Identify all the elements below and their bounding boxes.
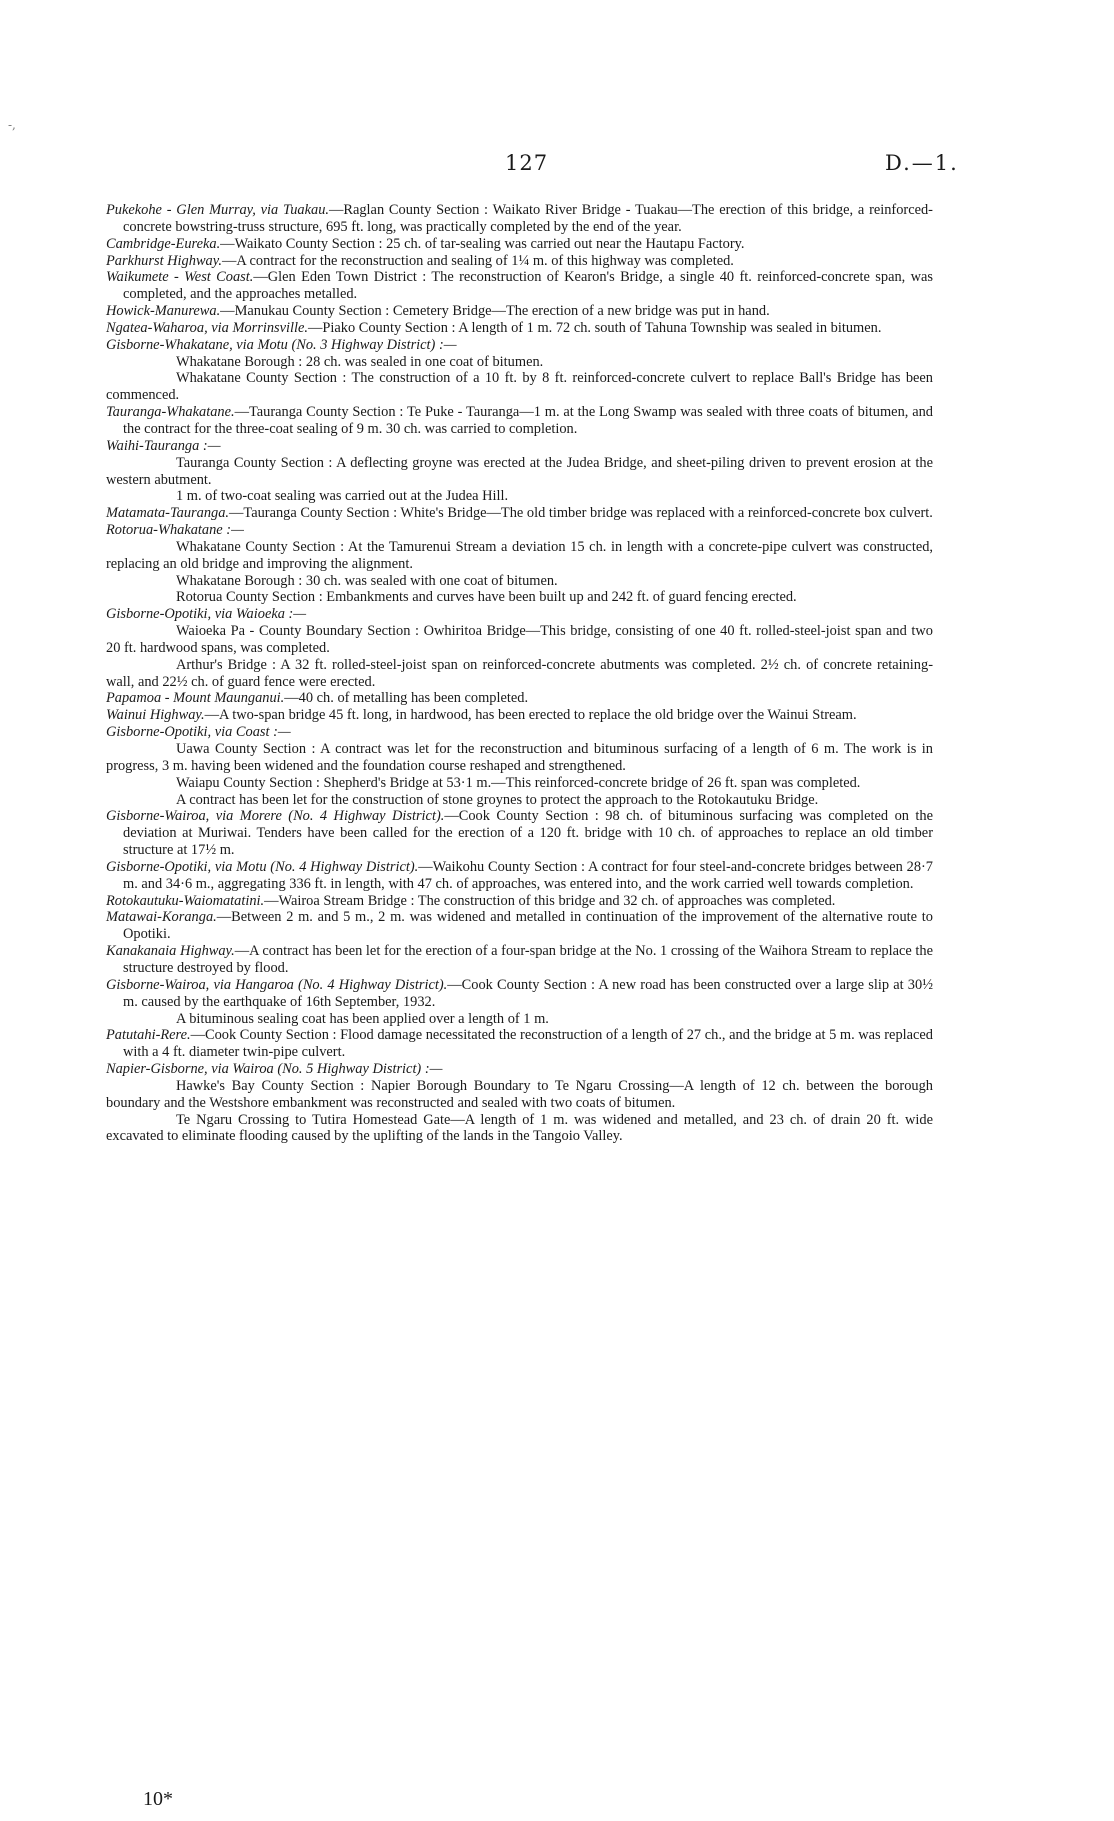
section-line: Whakatane Borough : 30 ch. was sealed with one coat of bitumen. — [176, 572, 558, 589]
entry-cambridge — [106, 236, 933, 253]
section-line: Whakatane County Section : At the Tamurenui Stream a deviation 15 ch. in length with a concrete-pipe culvert was constructed, replacing an old bridge and improving the alignment. — [106, 538, 933, 572]
section-line: A contract has been let for the construction of stone groynes to protect the approach to the Rotokautuku Bridge. — [176, 791, 819, 808]
entry-gisborne-wairoa-hangaroa — [106, 977, 933, 1011]
entry-heading: Rotokautuku-Waiomatatini. — [106, 892, 265, 909]
section-line: Whakatane County Section : The construction of a 10 ft. by 8 ft. reinforced-concrete culvert to replace Ball's Bridge has been commenced. — [106, 370, 933, 404]
entry-matamata — [106, 505, 933, 522]
entry-heading: Pukekohe - Glen Murray, via Tuakau. — [106, 202, 329, 218]
entry-text: —Glen Eden Town District : The reconstruction of Kearon's Bridge, a single 40 ft. reinforced-concrete span, was completed, and the approaches metalled. — [123, 269, 933, 303]
section-heading-rotorua-whakatane: Rotorua-Whakatane :— — [106, 522, 244, 539]
section-line: Waioeka Pa - County Boundary Section : Owhiritoa Bridge—This bridge, consisting of one 40 ft. rolled-steel-joist span and two 20 ft. hardwood spans, was completed. — [106, 623, 933, 656]
entry-kanakanaia — [106, 943, 933, 977]
entry-text: —A two-span bridge 45 ft. long, in hardwood, has been erected to replace the old bridge over the Wainui Stream. — [204, 707, 857, 724]
entry-gisborne-opotiki-motu — [106, 859, 933, 893]
entry-heading: Gisborne-Opotiki, via Motu (No. 4 Highway District). — [106, 858, 419, 875]
entry-patutahi — [106, 1027, 933, 1061]
entry-heading: Cambridge-Eureka. — [106, 235, 221, 252]
signature-mark: 10* — [143, 1788, 173, 1810]
section-line: Tauranga County Section : A deflecting groyne was erected at the Judea Bridge, and sheet-piling driven to prevent erosion at the western abutment. — [106, 454, 933, 488]
entry-text: —A contract for the reconstruction and sealing of 1¼ m. of this highway was completed. — [221, 252, 734, 269]
entry-matawai — [106, 909, 933, 943]
entry-text: —Raglan County Section : Waikato River Bridge - Tuakau—The erection of this bridge, a reinforced-concrete bowstring-truss structure, 695 ft. long, was practically completed by the end of the year. — [123, 202, 933, 235]
section-line: Te Ngaru Crossing to Tutira Homestead Gate—A length of 1 m. was widened and metalled, and 23 ch. of drain 20 ft. wide excavated to eliminate flooding caused by the uplifting of the lands in the Tangoio Valley. — [106, 1111, 933, 1145]
entry-waikumete — [106, 269, 933, 303]
entry-heading: Tauranga-Whakatane. — [106, 404, 235, 421]
entry-heading: Matawai-Koranga. — [106, 909, 217, 926]
entry-howick — [106, 303, 933, 320]
page-number: 127 — [505, 151, 549, 175]
section-heading-gisborne-whakatane: Gisborne-Whakatane, via Motu (No. 3 Highway District) :— — [106, 336, 457, 353]
document-reference: D.—1. — [885, 151, 959, 175]
entry-gisborne-wairoa-morere — [106, 808, 933, 859]
entry-heading: Ngatea-Waharoa, via Morrinsville. — [106, 319, 308, 336]
section-line: 1 m. of two-coat sealing was carried out at the Judea Hill. — [176, 488, 509, 505]
entry-heading: Waikumete - West Coast. — [106, 269, 254, 286]
section-line: A bituminous sealing coat has been applied over a length of 1 m. — [176, 1010, 549, 1027]
entry-text: —Waikato County Section : 25 ch. of tar-sealing was carried out near the Hautapu Factory. — [220, 235, 745, 252]
entry-heading: Parkhurst Highway. — [106, 252, 222, 269]
section-line: Hawke's Bay County Section : Napier Borough Boundary to Te Ngaru Crossing—A length of 12 ch. between the borough boundary and the Westshore embankment was reconstructed and sealed with two coats of bitumen. — [106, 1077, 933, 1111]
entry-heading: Gisborne-Wairoa, via Morere (No. 4 Highway District). — [106, 808, 445, 825]
section-line: Uawa County Section : A contract was let for the reconstruction and bituminous surfacing of a length of 6 m. The work is in progress, 3 m. having been widened and the foundation course reshaped and strengthened. — [106, 741, 933, 774]
section-line: Whakatane Borough : 28 ch. was sealed in one coat of bitumen. — [176, 353, 544, 370]
entry-text: —40 ch. of metalling has been completed. — [284, 690, 529, 707]
entry-text: —Tauranga County Section : Te Puke - Tauranga—1 m. at the Long Swamp was sealed with three coats of bitumen, and the contract for the three-coat sealing of 9 m. 30 ch. was carried to completion. — [123, 404, 933, 437]
entry-heading: Kanakanaia Highway. — [106, 943, 235, 960]
entry-text: —Cook County Section : 98 ch. of bituminous surfacing was completed on the deviation at Muriwai. Tenders have been called for the erection of a 120 ft. bridge with 10 ch. of approaches to replace an old timber structure at 17½ m. — [123, 808, 933, 859]
entry-text: —Piako County Section : A length of 1 m. 72 ch. south of Tahuna Township was sealed in bitumen. — [308, 319, 882, 336]
entry-heading: Matamata-Tauranga. — [106, 505, 230, 522]
entry-text: —Between 2 m. and 5 m., 2 m. was widened and metalled in continuation of the improvement of the alternative route to Opotiki. — [123, 909, 933, 943]
section-line: Rotorua County Section : Embankments and curves have been built up and 242 ft. of guard fencing erected. — [176, 589, 797, 606]
edge-mark: -, — [8, 118, 16, 132]
entry-text: —Wairoa Stream Bridge : The construction of this bridge and 32 ch. of approaches was completed. — [264, 892, 836, 909]
section-heading-gisborne-opotiki-coast: Gisborne-Opotiki, via Coast :— — [106, 724, 291, 741]
entry-heading: Wainui Highway. — [106, 707, 205, 724]
entry-rotokautuku — [106, 893, 933, 910]
section-line: Waiapu County Section : Shepherd's Bridge at 53·1 m.—This reinforced-concrete bridge of 26 ft. span was completed. — [176, 774, 861, 791]
entry-text: —Tauranga County Section : White's Bridge—The old timber bridge was replaced with a reinforced-concrete box culvert. — [229, 505, 933, 522]
section-heading-waihi-tauranga: Waihi-Tauranga :— — [106, 437, 221, 454]
entry-tauranga-whakatane — [106, 404, 933, 438]
entry-text: —A contract has been let for the erection of a four-span bridge at the No. 1 crossing of the Waihora Stream to replace the structure destroyed by flood. — [123, 943, 933, 976]
body-text — [106, 202, 933, 1145]
section-line: Arthur's Bridge : A 32 ft. rolled-steel-joist span on reinforced-concrete abutments was completed. 2½ ch. of concrete retaining-wall, and 22½ ch. of guard fence were erected. — [106, 656, 933, 690]
entry-papamoa — [106, 690, 933, 707]
entry-text: —Manukau County Section : Cemetery Bridge—The erection of a new bridge was put in hand. — [220, 303, 770, 320]
entry-heading: Gisborne-Wairoa, via Hangaroa (No. 4 Highway District). — [106, 976, 448, 993]
entry-heading: Papamoa - Mount Maunganui. — [106, 690, 285, 707]
entry-text: —Waikohu County Section : A contract for four steel-and-concrete bridges between 28·7 m. and 34·6 m., aggregating 336 ft. in length, with 47 ch. of approaches, was entered into, and the work carried well towards completion. — [123, 858, 933, 892]
entry-heading: Patutahi-Rere. — [106, 1027, 191, 1044]
entry-pukekohe — [106, 202, 933, 236]
section-heading-napier-gisborne: Napier-Gisborne, via Wairoa (No. 5 Highway District) :— — [106, 1061, 443, 1078]
section-heading-gisborne-opotiki-waioeka: Gisborne-Opotiki, via Waioeka :— — [106, 606, 307, 623]
entry-text: —Cook County Section : Flood damage necessitated the reconstruction of a length of 27 ch., and the bridge at 5 m. was replaced with a 4 ft. diameter twin-pipe culvert. — [123, 1027, 933, 1061]
entry-wainui — [106, 707, 933, 724]
entry-parkhurst — [106, 253, 933, 270]
entry-heading: Howick-Manurewa. — [106, 303, 221, 320]
entry-text: —Cook County Section : A new road has been constructed over a large slip at 30½ m. caused by the earthquake of 16th September, 1932. — [123, 976, 933, 1010]
entry-ngatea — [106, 320, 933, 337]
